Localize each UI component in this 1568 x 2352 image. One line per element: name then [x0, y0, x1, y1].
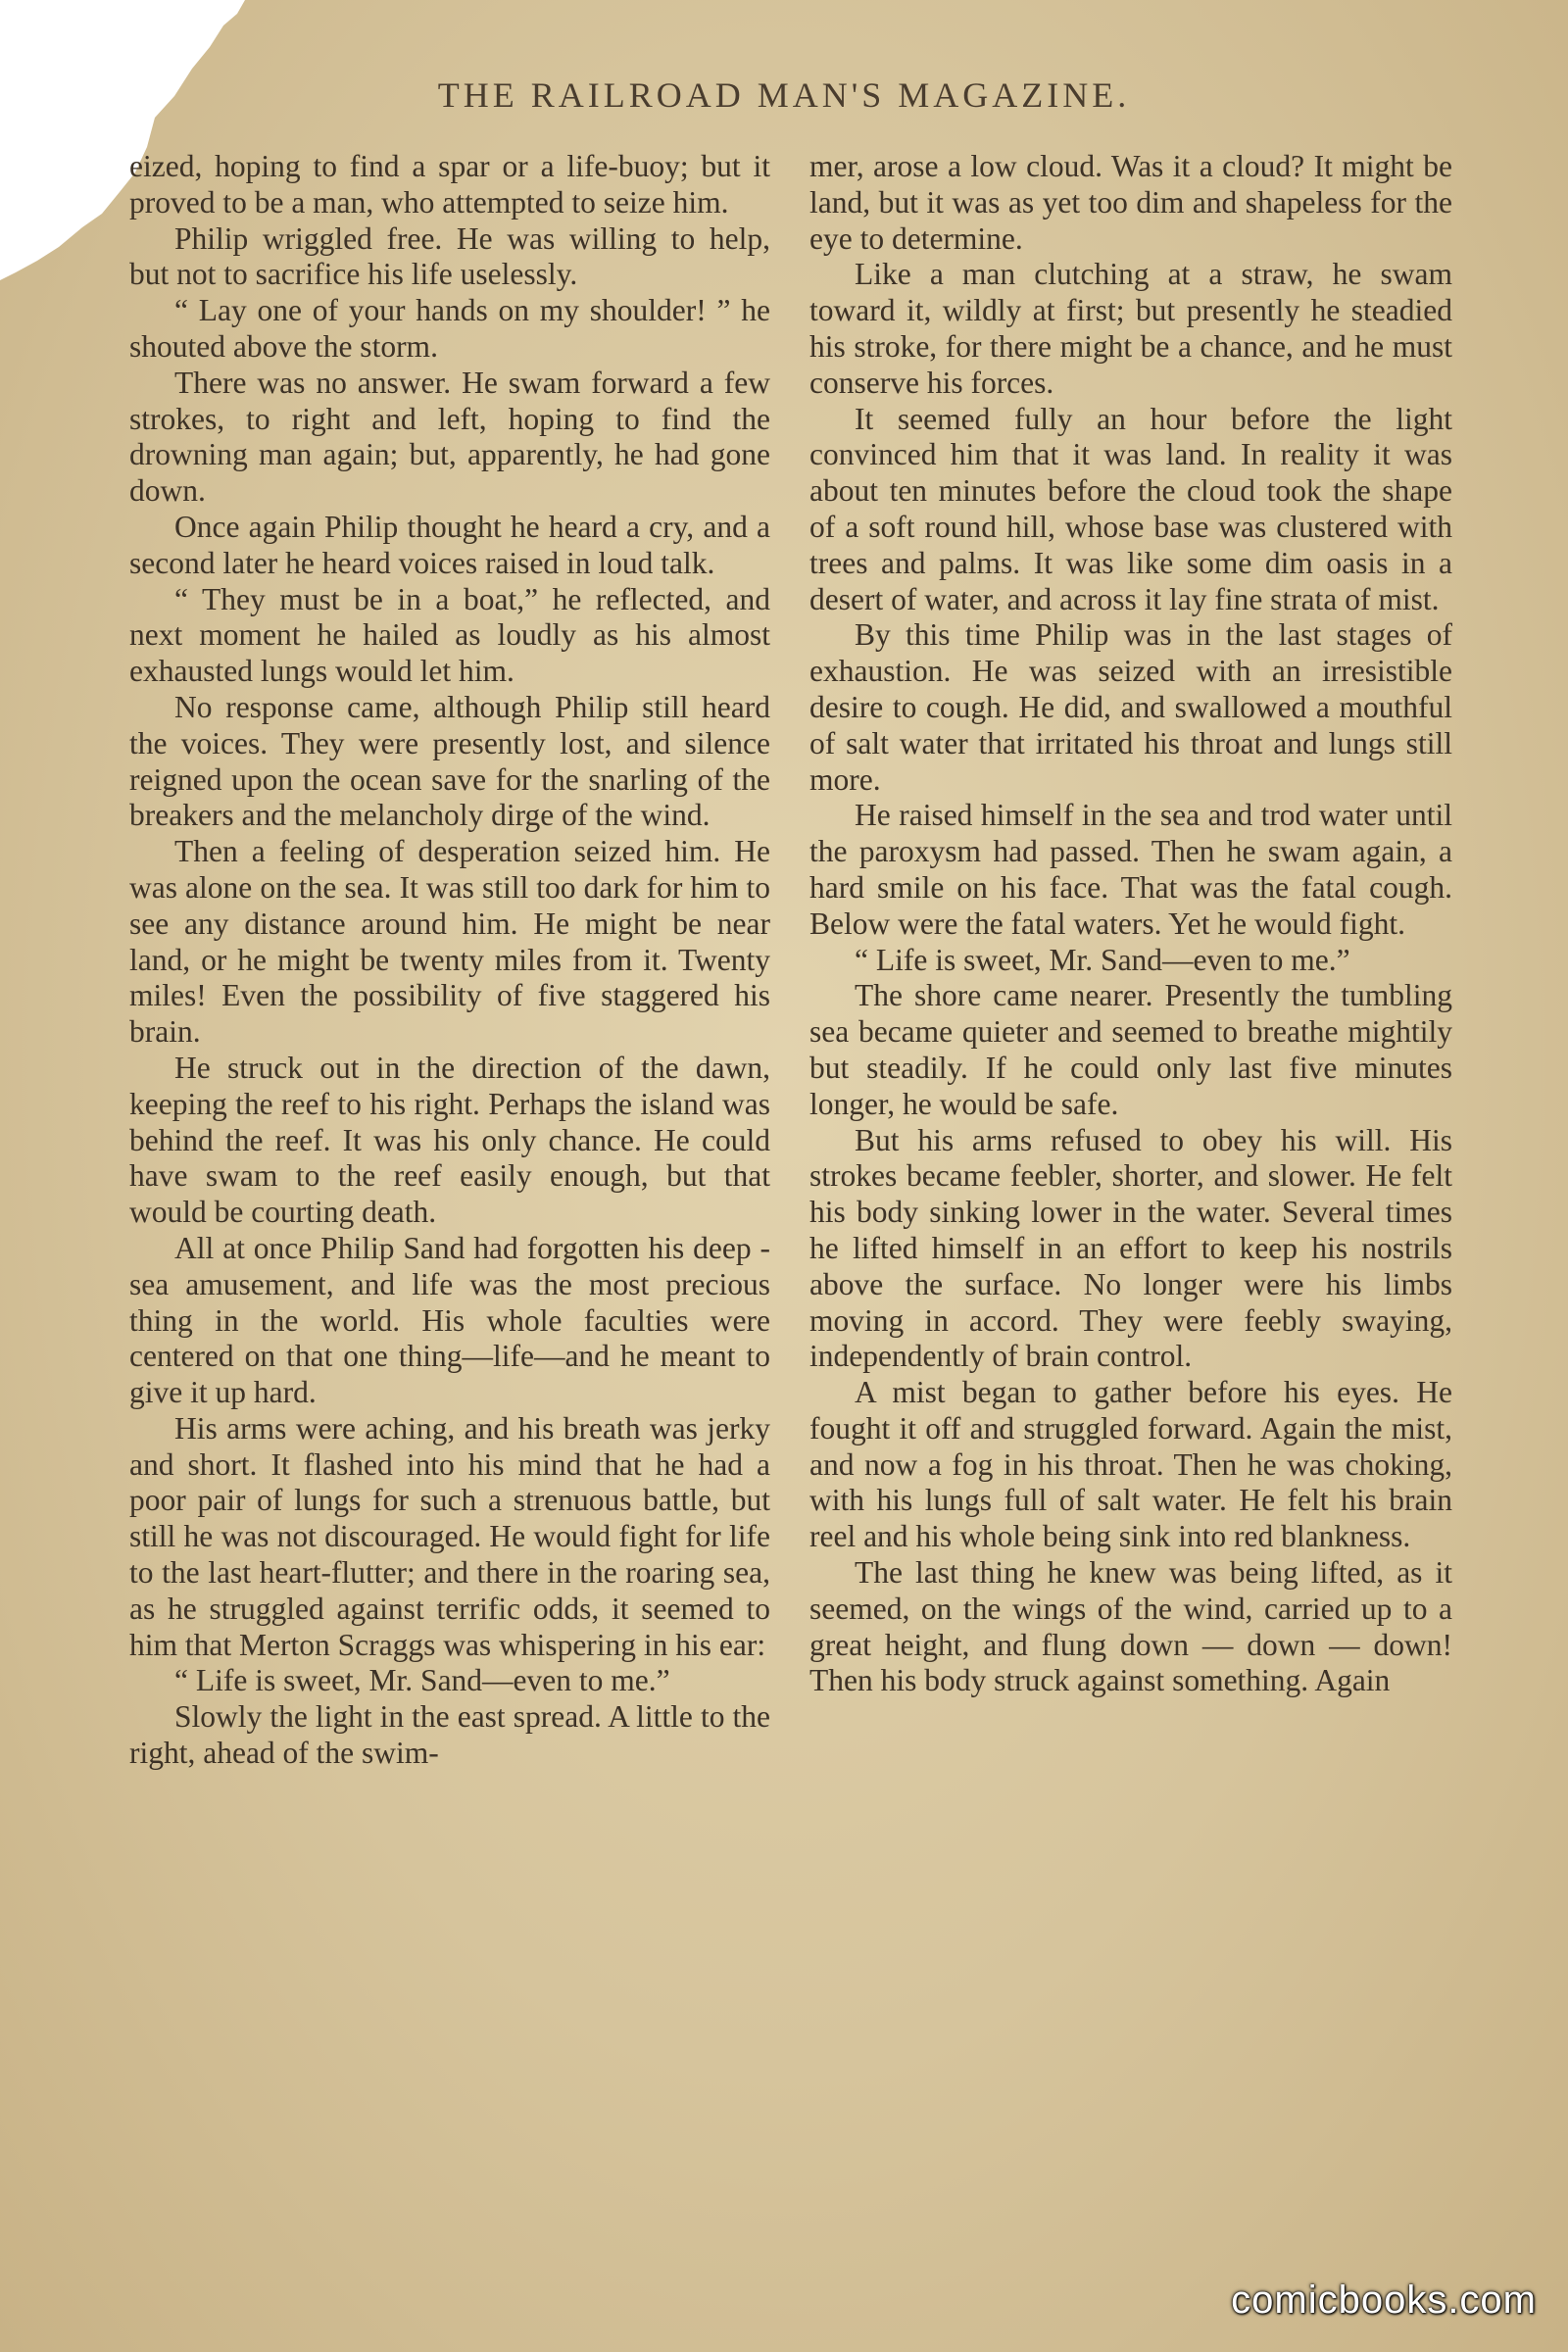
- paragraph: He raised himself in the sea and trod water until the paroxysm had passed. Then he swam again, a hard smile on his face. That was the fatal cough. Below were the fatal waters. Yet he would fight.: [809, 798, 1452, 941]
- paragraph: No response came, although Philip still heard the voices. They were presently lost, and silence reigned upon the ocean save for the snarling of the breakers and the melancholy dirge of the wind.: [129, 689, 770, 833]
- paragraph: Slowly the light in the east spread. A little to the right, ahead of the swim-: [129, 1699, 770, 1771]
- paragraph: Then a feeling of desperation seized him. He was alone on the sea. It was still too dark for him to see any distance around him. He might be near land, or he might be twenty miles from it. Twenty miles! Even the possibility of five staggered his brain.: [129, 834, 770, 1050]
- paragraph: By this time Philip was in the last stages of exhaustion. He was seized with an irresistible desire to cough. He did, and swallowed a mouthful of salt water that irritated his throat and lungs still more.: [809, 617, 1452, 797]
- paragraph: “ They must be in a boat,” he reflected, and next moment he hailed as loudly as his almost exhausted lungs would let him.: [129, 581, 770, 689]
- right-text-column: [809, 149, 1452, 1699]
- paragraph: But his arms refused to obey his will. His strokes became feebler, shorter, and slower. He felt his body sinking lower in the water. Several times he lifted himself in an effort to keep his nostrils above the surface. No longer were his limbs moving in accord. They were feebly swaying, independently of brain control.: [809, 1122, 1452, 1374]
- paragraph: Philip wriggled free. He was willing to help, but not to sacrifice his life uselessly.: [129, 220, 770, 292]
- paragraph: “ Lay one of your hands on my shoulder! ” he shouted above the storm.: [129, 293, 770, 364]
- paragraph: It seemed fully an hour before the light convinced him that it was land. In reality it was about ten minutes before the cloud took the shape of a soft round hill, whose base was clustered with trees and palms. It was like some dim oasis in a desert of water, and across it lay fine strata of mist.: [809, 401, 1452, 616]
- paragraph: His arms were aching, and his breath was jerky and short. It flashed into his mind that he had a poor pair of lungs for such a strenuous battle, but still he was not discouraged. He would fight for life to the last heart-flutter; and there in the roaring sea, as he struggled against terrific odds, it seemed to him that Merton Scraggs was whispering in his ear:: [129, 1410, 770, 1662]
- paragraph: The shore came nearer. Presently the tumbling sea became quieter and seemed to breathe mightily but steadily. If he could only last five minutes longer, he would be safe.: [809, 978, 1452, 1121]
- site-watermark: comicbooks.com: [1231, 2278, 1537, 2322]
- paragraph: “ Life is sweet, Mr. Sand—even to me.”: [174, 1663, 670, 1698]
- left-text-column: [129, 149, 770, 1772]
- paragraph: eized, hoping to find a spar or a life-buoy; but it proved to be a man, who attempted to seize him.: [129, 149, 770, 220]
- paragraph: There was no answer. He swam forward a few strokes, to right and left, hoping to find the drowning man again; but, apparently, he had gone down.: [129, 365, 770, 509]
- paragraph: The last thing he knew was being lifted, as it seemed, on the wings of the wind, carried up to a great height, and flung down — down — down! Then his body struck against something. Again: [809, 1555, 1452, 1698]
- paragraph: A mist began to gather before his eyes. He fought it off and struggled forward. Again the mist, and now a fog in his throat. Then he was choking, with his lungs full of salt water. He felt his brain reel and his whole being sink into red blankness.: [809, 1375, 1452, 1554]
- running-header: THE RAILROAD MAN'S MAGAZINE.: [437, 75, 1131, 115]
- paragraph: Once again Philip thought he heard a cry, and a second later he heard voices raised in loud talk.: [129, 509, 770, 580]
- paragraph: Like a man clutching at a straw, he swam toward it, wildly at first; but presently he steadied his stroke, for there might be a chance, and he must conserve his forces.: [809, 257, 1452, 400]
- paragraph: mer, arose a low cloud. Was it a cloud? It might be land, but it was as yet too dim and shapeless for the eye to determine.: [809, 149, 1452, 256]
- paragraph: All at once Philip Sand had forgotten his deep - sea amusement, and life was the most precious thing in the world. His whole faculties were centered on that one thing—life—and he meant to give it up hard.: [129, 1230, 770, 1410]
- paragraph: “ Life is sweet, Mr. Sand—even to me.”: [855, 942, 1350, 977]
- paragraph: He struck out in the direction of the dawn, keeping the reef to his right. Perhaps the island was behind the reef. It was his only chance. He could have swam to the reef easily enough, but that would be courting death.: [129, 1050, 770, 1230]
